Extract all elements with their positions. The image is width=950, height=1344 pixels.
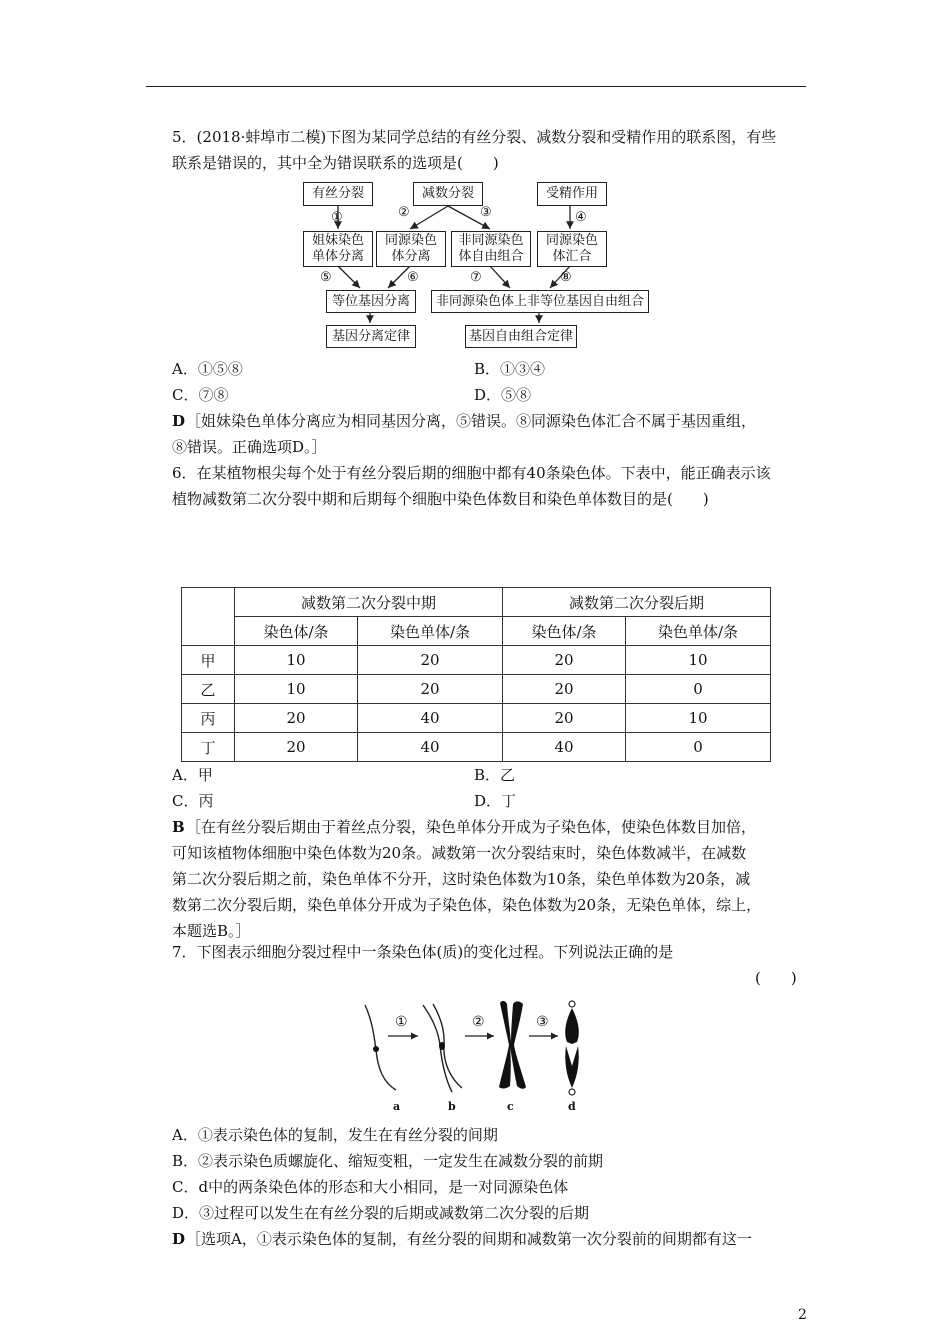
fig-label-c: c (507, 1100, 514, 1113)
q5-stem-line1: 5．(2018·蚌埠市二模)下图为某同学总结的有丝分裂、减数分裂和受精作用的联系图，有些 (172, 128, 777, 146)
q5-explanation-line1: ［姐妹染色单体分离应为相同基因分离，⑤错误。⑧同源染色体汇合不属于基因重组， (186, 412, 757, 430)
table-cell: 40 (358, 733, 503, 762)
q6-explanation-line5: 本题选B。］ (172, 922, 251, 940)
box-mitosis: 有丝分裂 (303, 182, 373, 206)
table-cell: 20 (503, 675, 626, 704)
label-7: ⑦ (470, 270, 482, 285)
fig-label-b: b (448, 1100, 456, 1113)
box-nonhomolog-assortment: 非同源染色 体自由组合 (451, 231, 531, 267)
table-cell: 丁 (182, 733, 235, 762)
q6-option-d: D．丁 (474, 792, 517, 810)
q6-option-a: A．甲 (172, 766, 213, 784)
q5-option-b: B．①③④ (474, 360, 546, 378)
label-4: ④ (575, 210, 587, 225)
q6-stem-line1: 6．在某植物根尖每个处于有丝分裂后期的细胞中都有40条染色体。下表中，能正确表示该 (172, 464, 771, 482)
q7-explanation-line1: ［选项A，①表示染色体的复制，有丝分裂的间期和减数第一次分裂前的间期都有这一 (186, 1230, 752, 1248)
table-cell: 0 (626, 733, 771, 762)
label-2: ② (398, 205, 410, 220)
table-cell: 20 (235, 704, 358, 733)
label-5: ⑤ (320, 270, 332, 285)
table-cell: 40 (503, 733, 626, 762)
q7-option-c: C．d中的两条染色体的形态和大小相同，是一对同源染色体 (172, 1178, 569, 1196)
box-independent-assortment: 非同源染色体上非等位基因自由组合 (431, 290, 649, 313)
q6-answer-key: B (172, 818, 185, 836)
box-meiosis: 减数分裂 (413, 182, 483, 206)
box-allele-separation: 等位基因分离 (326, 290, 416, 313)
q5-option-c: C．⑦⑧ (172, 386, 229, 404)
table-cell: 10 (235, 646, 358, 675)
box-homolog-union: 同源染色 体汇合 (537, 231, 607, 267)
q6-explanation-line4: 数第二次分裂后期，染色单体分开成为子染色体，染色体数为20条，无染色单体，综上， (172, 896, 762, 914)
q6-option-b: B．乙 (474, 766, 516, 784)
table-head-metaphase2: 减数第二次分裂中期 (235, 588, 503, 617)
table-cell: 40 (358, 704, 503, 733)
label-1: ① (331, 210, 343, 225)
table-cell: 20 (503, 704, 626, 733)
q5-answer-key: D (172, 412, 186, 430)
table-cell: 丙 (182, 704, 235, 733)
label-8: ⑧ (560, 270, 572, 285)
box-homolog-separation: 同源染色 体分离 (376, 231, 446, 267)
q7-option-a: A．①表示染色体的复制，发生在有丝分裂的间期 (172, 1126, 498, 1144)
q7-option-b: B．②表示染色质螺旋化、缩短变粗，一定发生在减数分裂的前期 (172, 1152, 604, 1170)
table-subhead: 染色单体/条 (358, 617, 503, 646)
table-cell: 10 (626, 646, 771, 675)
fig-step-1: ① (395, 1014, 408, 1030)
table-cell: 10 (626, 704, 771, 733)
table-cell: 20 (358, 675, 503, 704)
table-cell: 0 (626, 675, 771, 704)
q6-option-c: C．丙 (172, 792, 214, 810)
q5-option-d: D．⑤⑧ (474, 386, 532, 404)
box-sister-chromatid-separation: 姐妹染色 单体分离 (303, 231, 373, 267)
table-cell: 20 (235, 733, 358, 762)
table-head-anaphase2: 减数第二次分裂后期 (503, 588, 771, 617)
q6-explanation-line1: ［在有丝分裂后期由于着丝点分裂，染色单体分开成为子染色体，使染色体数目加倍， (186, 818, 757, 836)
q7-answer-key: D (172, 1230, 186, 1248)
q5-option-a: A．①⑤⑧ (172, 360, 243, 378)
q7-stem-line1: 7．下图表示细胞分裂过程中一条染色体(质)的变化过程。下列说法正确的是 (172, 943, 674, 961)
fig-step-2: ② (472, 1014, 485, 1030)
box-law-of-independent-assortment: 基因自由组合定律 (465, 325, 577, 348)
table-cell: 10 (235, 675, 358, 704)
table-subhead: 染色体/条 (235, 617, 358, 646)
page-number: 2 (798, 1307, 807, 1323)
table-subhead: 染色单体/条 (626, 617, 771, 646)
q5-explanation-line2: ⑧错误。正确选项D。］ (172, 438, 327, 456)
label-6: ⑥ (407, 270, 419, 285)
q5-stem-line2: 联系是错误的，其中全为错误联系的选项是( ) (172, 154, 499, 172)
table-cell: 20 (358, 646, 503, 675)
q7-answer-bracket: ( ) (755, 969, 797, 987)
q6-explanation-line2: 可知该植物体细胞中染色体数为20条。减数第一次分裂结束时，染色体数减半，在减数 (172, 844, 747, 862)
table-subhead: 染色体/条 (503, 617, 626, 646)
table-cell: 乙 (182, 675, 235, 704)
box-law-of-segregation: 基因分离定律 (326, 325, 416, 348)
label-3: ③ (480, 205, 492, 220)
q6-stem-line2: 植物减数第二次分裂中期和后期每个细胞中染色体数目和染色单体数目的是( ) (172, 490, 709, 508)
q6-explanation-line3: 第二次分裂后期之前，染色单体不分开，这时染色体数为10条，染色单体数为20条，减 (172, 870, 751, 888)
box-fertilization: 受精作用 (537, 182, 607, 206)
fig-label-a: a (393, 1100, 401, 1113)
fig-label-d: d (568, 1100, 576, 1113)
table-cell: 20 (503, 646, 626, 675)
table-cell: 甲 (182, 646, 235, 675)
q7-option-d: D．③过程可以发生在有丝分裂的后期或减数第二次分裂的后期 (172, 1204, 590, 1222)
fig-step-3: ③ (536, 1014, 549, 1030)
